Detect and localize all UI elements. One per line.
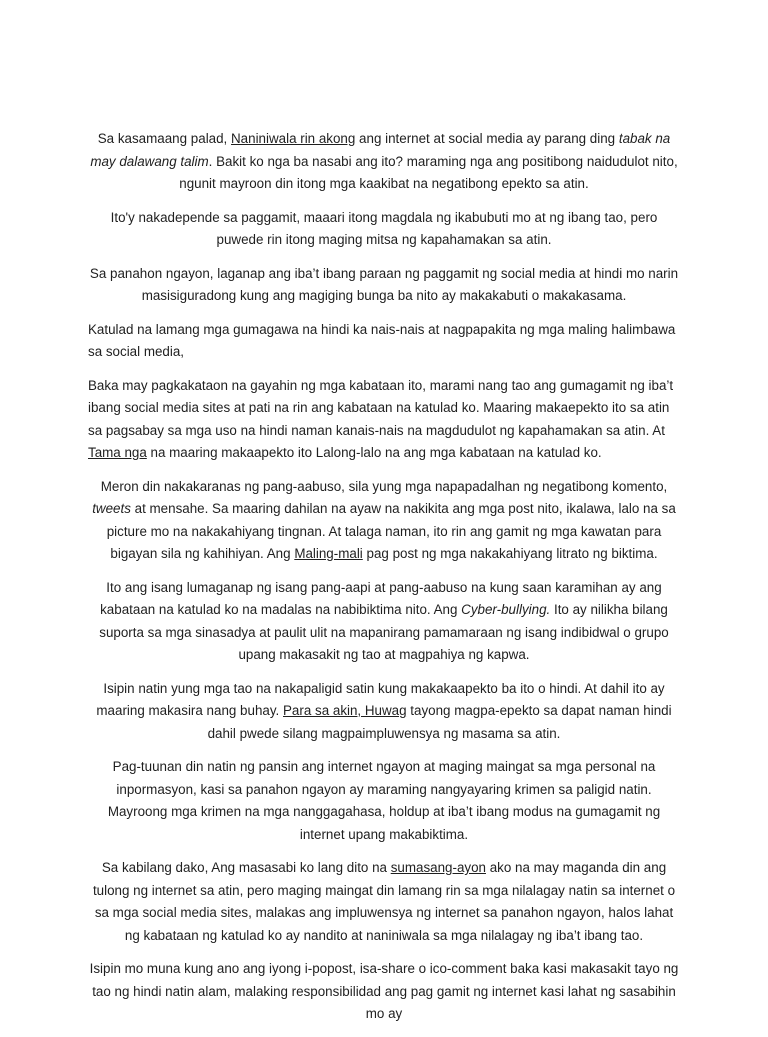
paragraph-text: . Bakit ko nga ba nasabi ang ito? maraming nga ang positibong naidudulot nito, ngunit mayroon din itong mga kaakibat na negatibong epekto sa atin. <box>179 153 678 191</box>
italic-text: Cyber-bullying. <box>461 602 551 617</box>
paragraph-3 <box>88 263 680 308</box>
underlined-text: Para sa akin, Huwag <box>283 703 407 718</box>
paragraph-text: Sa kabilang dako, Ang masasabi ko lang dito na <box>101 860 391 875</box>
paragraph-text: Katulad na lamang mga gumagawa na hindi ka nais-nais at nagpapakita ng mga maling halimbawa sa social media, <box>88 321 676 359</box>
paragraph-text: tayong magpa-epekto sa dapat naman hindi dahil pwede silang magpaimpluwensya ng masama sa atin. <box>207 703 672 741</box>
underlined-text: sumasang-ayon <box>390 860 486 875</box>
paragraph-text: Sa kasamaang palad, <box>97 131 232 146</box>
paragraph-text: Ito ang isang lumaganap ng isang pang-aapi at pang-aabuso na kung saan karamihan ay ang kabataan na katulad ko na madalas na nabibiktima nito. Ang <box>100 579 662 617</box>
paragraph-7 <box>88 577 680 667</box>
paragraph-text: Sa panahon ngayon, laganap ang iba’t ibang paraan ng paggamit ng social media at hindi mo narin masisiguradong kung ang magiging bunga ba nito ay makakabuti o makakasama. <box>89 265 679 303</box>
paragraph-10 <box>88 857 680 947</box>
underlined-text: Maling-mali <box>294 546 363 561</box>
paragraph-text: ang internet at social media ay parang ding <box>355 131 619 146</box>
paragraph-text: Ito ay nilikha bilang suporta sa mga sinasadya at paulit ulit na mapanirang pamamaraan ng isang indibidwal o grupo upang makasakit ng tao at magpahiya ng kapwa. <box>99 602 669 662</box>
paragraph-9 <box>88 756 680 846</box>
paragraph-8 <box>88 678 680 746</box>
paragraph-text: Pag-tuunan din natin ng pansin ang internet ngayon at maging maingat sa mga personal na inpormasyon, kasi sa panahon ngayon ay maraming nangyayaring krimen sa paligid natin. Mayroong mga krimen na mga nanggagahasa, holdup at iba’t ibang modus na gumagamit ng internet upang makabiktima. <box>107 759 661 842</box>
paragraph-4 <box>88 319 680 364</box>
paragraph-text: at mensahe. Sa maaring dahilan na ayaw na nakikita ang mga post nito, ikalawa, lalo na sa picture mo na nakakahiyang tingnan. At talaga naman, ito rin ang gamit ng mga kawatan para bigayan sila ng kahihiyan. Ang <box>106 501 676 561</box>
underlined-text: Tama nga <box>88 445 147 460</box>
paragraph-text: Isipin natin yung mga tao na nakapaligid satin kung makakaapekto ba ito o hindi. At dahil ito ay maaring makasira nang buhay. <box>96 680 665 718</box>
italic-text: tweets <box>92 501 131 516</box>
paragraph-text: Isipin mo muna kung ano ang iyong i-popost, isa-share o ico-comment baka kasi makasakit tayo ng tao ng hindi natin alam, malaking responsibilidad ang pag gamit ng internet kasi lahat ng sasabihin mo ay <box>89 961 679 1021</box>
paragraph-text: ako na may maganda din ang tulong ng internet sa atin, pero maging maingat din lamang rin sa mga nilalagay natin sa internet o sa mga social media sites, malakas ang impluwensya ng internet sa panahon ngayon, halos lahat ng kabataan ng katulad ko ay nandito at naniniwala sa mga nilalagay ng iba’t ibang tao. <box>92 860 676 943</box>
underlined-text: Naniniwala rin akong <box>231 131 356 146</box>
paragraph-text: pag post ng mga nakakahiyang litrato ng biktima. <box>362 546 658 561</box>
paragraph-6 <box>88 476 680 566</box>
paragraph-11 <box>88 958 680 1026</box>
paragraph-text: Meron din nakakaranas ng pang-aabuso, sila yung mga napapadalhan ng negatibong komento, <box>100 478 668 494</box>
paragraph-1 <box>88 128 680 196</box>
paragraph-2 <box>88 207 680 252</box>
paragraph-text: na maaring makaapekto ito Lalong-lalo na ang mga kabataan na katulad ko. <box>146 445 602 460</box>
italic-text: tabak na may dalawang talim <box>90 131 671 169</box>
document-body <box>88 128 680 1037</box>
paragraph-text: Ito'y nakadepende sa paggamit, maaari itong magdala ng ikabubuti mo at ng ibang tao, pero puwede rin itong maging mitsa ng kapahamakan sa atin. <box>110 209 658 247</box>
paragraph-5 <box>88 375 680 465</box>
paragraph-text: Baka may pagkakataon na gayahin ng mga kabataan ito, marami nang tao ang gumagamit ng iba’t ibang social media sites at pati na rin ang kabataan na katulad ko. Maaring makaepekto ito sa atin sa pagsabay sa mga uso na hindi naman kanais-nais na magdudulot ng kapahamakan sa atin. At <box>88 377 674 438</box>
